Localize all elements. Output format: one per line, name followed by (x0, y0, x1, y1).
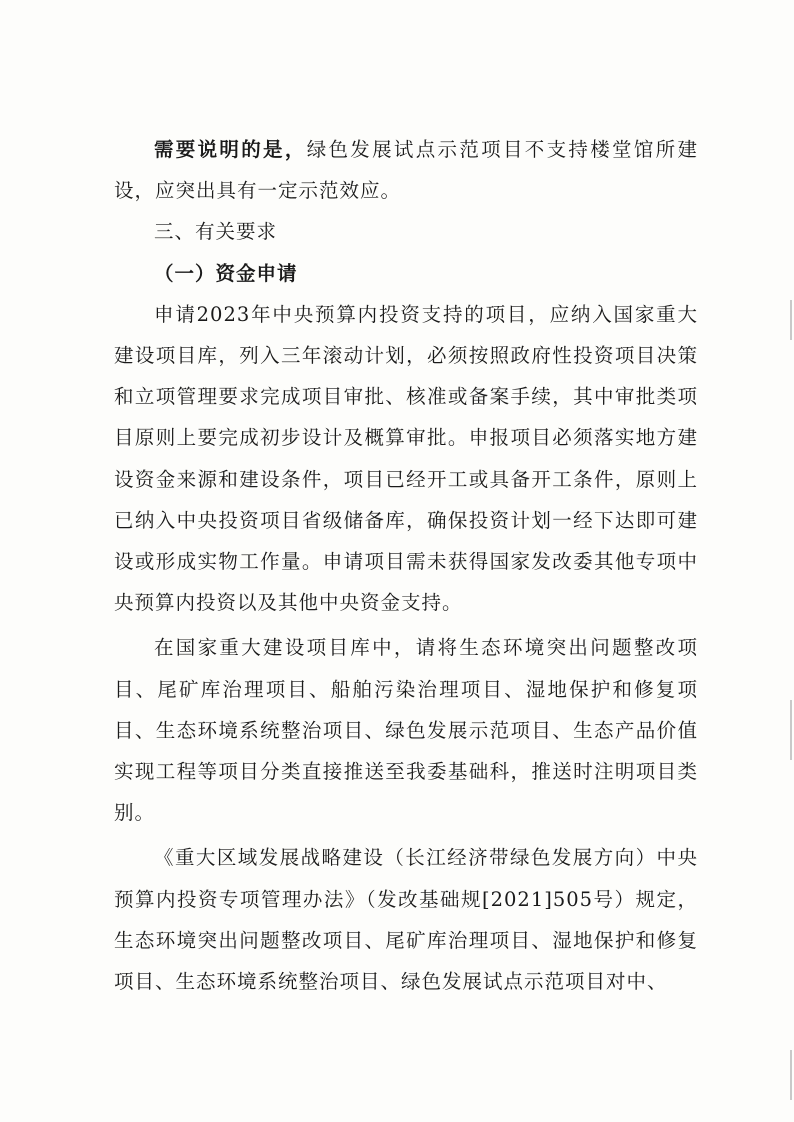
paragraph-management-rules: 《重大区域发展战略建设（长江经济带绿色发展方向）中央预算内投资专项管理办法》（发改基础规[2021]505号）规定，生态环境突出问题整改项目、尾矿库治理项目、湿地保护和修复项目、生态环境系统整治项目、绿色发展试点示范项目对中、 (114, 846, 698, 994)
paragraph-project-library: 在国家重大建设项目库中，请将生态环境突出问题整改项目、尾矿库治理项目、船舶污染治理项目、湿地保护和修复项目、生态环境系统整治项目、绿色发展示范项目、生态产品价值实现工程等项目分类直接推送至我委基础科，推送时注明项目类别。 (114, 636, 698, 825)
paragraph-funding-application: 申请2023年中央预算内投资支持的项目，应纳入国家重大建设项目库，列入三年滚动计划，必须按照政府性投资项目决策和立项管理要求完成项目审批、核准或备案手续，其中审批类项目原则上要完成初步设计及概算审批。申报项目必须落实地方建设资金来源和建设条件，项目已经开工或具备开工条件，原则上已纳入中央投资项目省级储备库，确保投资计划一经下达即可建设或形成实物工作量。申请项目需未获得国家发改委其他专项中央预算内投资以及其他中央资金支持。 (114, 302, 698, 615)
scan-edge-mark (790, 1050, 792, 1100)
section-heading: 三、有关要求 (154, 220, 278, 244)
scan-edge-mark (790, 300, 792, 340)
note-lead: 需要说明的是， (154, 138, 307, 161)
paragraph-note (114, 129, 698, 211)
document-body (114, 129, 698, 1002)
subsection-heading: （一）资金申请 (154, 261, 298, 285)
note-text: 绿色发展试点示范项目不支持楼堂馆所建设，应突出具有一定示范效应。 (114, 138, 698, 203)
scan-edge-mark (790, 700, 792, 760)
